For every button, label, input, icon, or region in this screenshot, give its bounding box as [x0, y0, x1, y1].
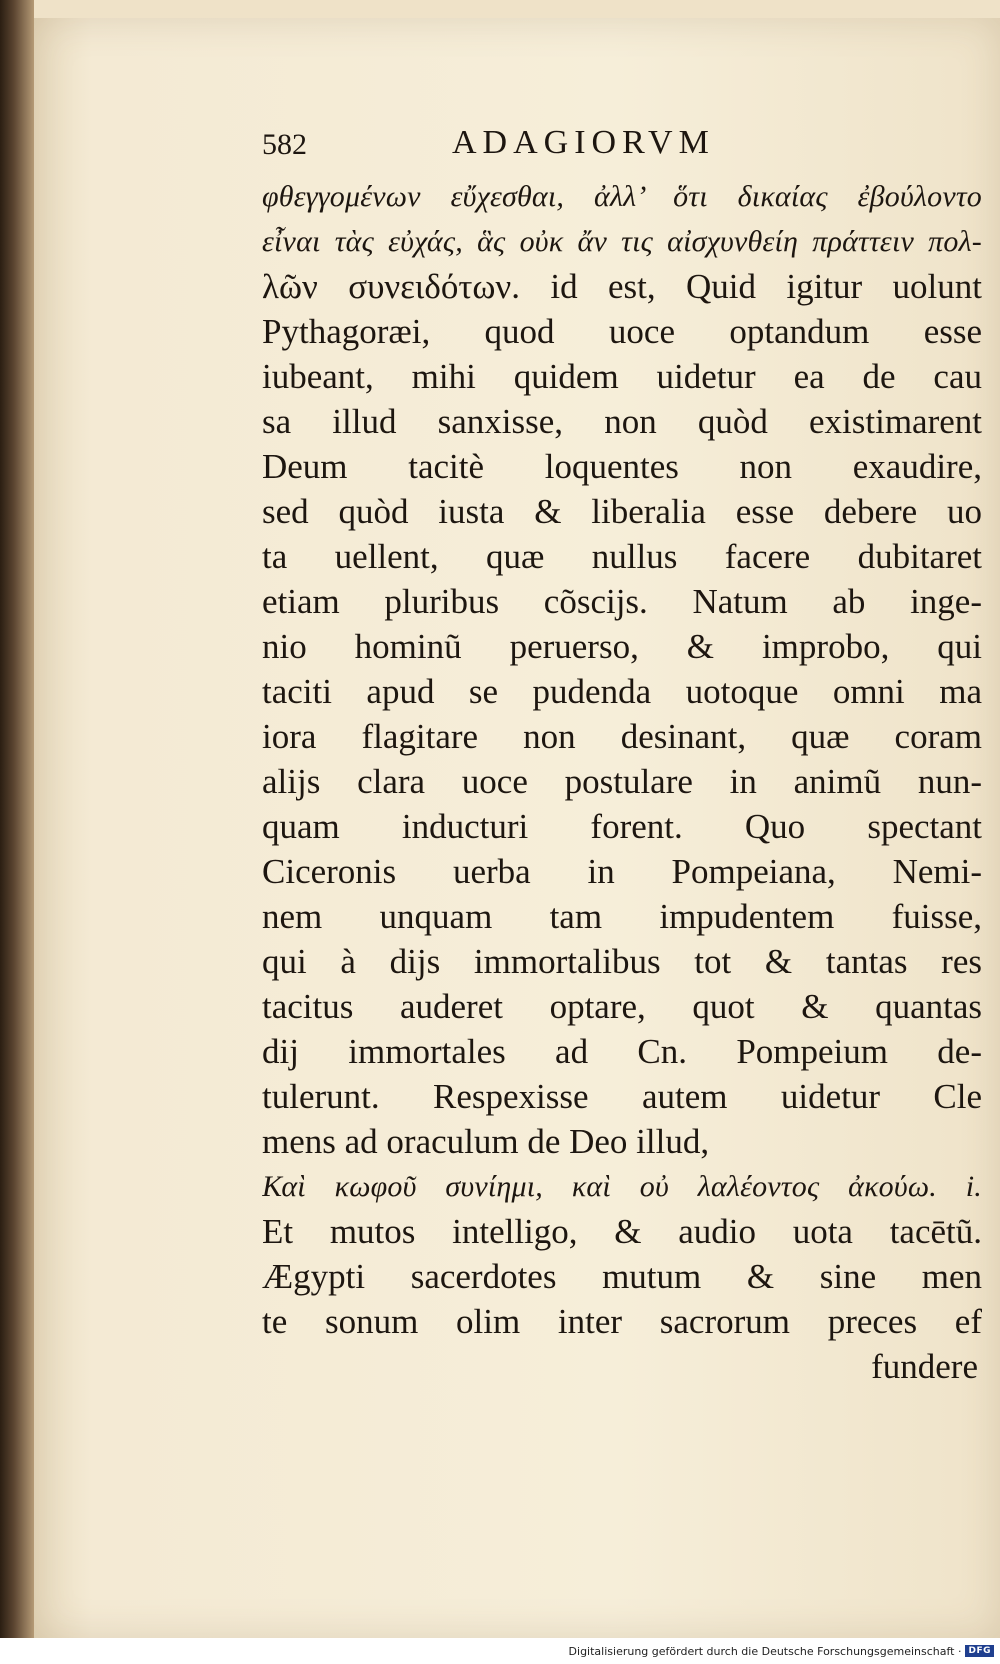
- text-line: dij immortales ad Cn. Pompeium de-: [262, 1032, 982, 1071]
- text-line: nio hominũ peruerso, & improbo, qui: [262, 627, 982, 666]
- book-page: [34, 18, 1000, 1638]
- digitization-footer: Digitalisierung gefördert durch die Deutsche Forschungsgemeinschaft · DFG: [0, 1638, 1000, 1664]
- text-line: εἶναι τὰς εὐχάς, ἃς οὐκ ἄν τις αἰσχυνθείη πράττειν πολ-: [262, 225, 982, 258]
- text-line: quam inducturi forent. Quo spectant: [262, 807, 982, 846]
- text-line: Ciceronis uerba in Pompeiana, Nemi-: [262, 852, 982, 891]
- text-line: sa illud sanxisse, non quòd existimarent: [262, 402, 982, 441]
- text-line: iubeant, mihi quidem uidetur ea de cau: [262, 357, 982, 396]
- text-line: λῶν συνειδότων. id est, Quid igitur uolunt: [262, 267, 982, 306]
- text-line: alijs clara uoce postulare in animũ nun-: [262, 762, 982, 801]
- text-line: tacitus auderet optare, quot & quantas: [262, 987, 982, 1026]
- text-line: sed quòd iusta & liberalia esse debere uo: [262, 492, 982, 531]
- text-line: te sonum olim inter sacrorum preces ef: [262, 1302, 982, 1341]
- text-line: φθεγγομένων εὔχεσθαι, ἀλλ’ ὅτι δικαίας ἐβούλοντο: [262, 180, 982, 213]
- text-line: mens ad oraculum de Deo illud,: [262, 1122, 710, 1161]
- text-line: Ægypti sacerdotes mutum & sine men: [262, 1257, 982, 1296]
- text-line: Deum tacitè loquentes non exaudire,: [262, 447, 982, 486]
- running-head: ADAGIORVM: [452, 124, 715, 161]
- dfg-logo-icon: DFG: [965, 1645, 994, 1657]
- text-line: nem unquam tam impudentem fuisse,: [262, 897, 982, 936]
- text-line: taciti apud se pudenda uotoque omni ma: [262, 672, 982, 711]
- text-line: Et mutos intelligo, & audio uota tacētũ.: [262, 1212, 982, 1251]
- catchword: fundere: [871, 1347, 978, 1386]
- text-line: Pythagoræi, quod uoce optandum esse: [262, 312, 982, 351]
- text-line: etiam pluribus cõscijs. Natum ab inge-: [262, 582, 982, 621]
- book-gutter: [0, 0, 34, 1664]
- text-line: iora flagitare non desinant, quæ coram: [262, 717, 982, 756]
- text-line: qui à dijs immortalibus tot & tantas res: [262, 942, 982, 981]
- page-number: 582: [262, 128, 307, 161]
- text-line: Καὶ κωφοῦ συνίημι, καὶ οὐ λαλέοντος ἀκούω. i.: [262, 1170, 982, 1203]
- funding-credit: Digitalisierung gefördert durch die Deutsche Forschungsgemeinschaft: [568, 1644, 955, 1658]
- page-header: [262, 118, 982, 174]
- text-line: tulerunt. Respexisse autem uidetur Cle: [262, 1077, 982, 1116]
- text-line: ta uellent, quæ nullus facere dubitaret: [262, 537, 982, 576]
- text-block: [262, 118, 982, 1389]
